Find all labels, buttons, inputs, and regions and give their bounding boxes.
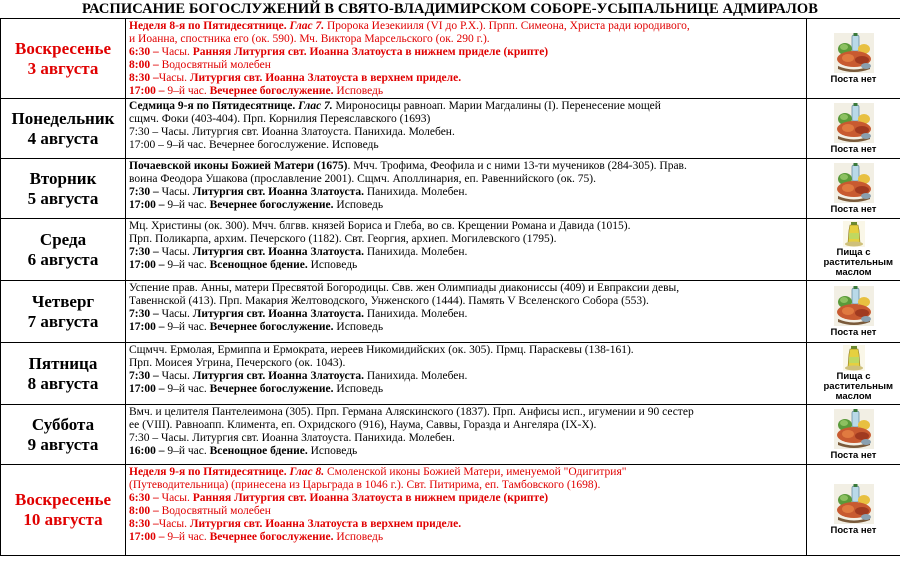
service-line	[129, 173, 803, 186]
service-text: Вечернее богослужение.	[209, 531, 337, 543]
service-text: Исповедь	[336, 531, 384, 543]
fast-label: Поста нет	[830, 326, 877, 338]
service-text: Неделя 8-я по Пятидесятнице.	[129, 20, 290, 32]
service-text: Панихида. Молебен.	[366, 370, 468, 382]
weekday-label: Суббота	[31, 414, 95, 434]
weekday-label: Воскресенье	[14, 38, 111, 58]
weekday-label: Четверг	[31, 291, 95, 311]
service-text: 8:00 –	[129, 59, 162, 71]
fast-cell	[807, 343, 900, 405]
day-cell	[1, 219, 126, 281]
food-icon	[834, 484, 874, 524]
services-cell	[126, 99, 807, 159]
service-line	[129, 72, 803, 85]
service-text: Часы.	[161, 46, 193, 58]
service-text: 9–й час.	[167, 531, 210, 543]
service-text: Исповедь	[336, 199, 384, 211]
service-text: Вечернее богослужение.	[209, 383, 337, 395]
service-text: 7:30 –	[129, 370, 162, 382]
service-text: Сщмчч. Ермолая, Ермиппа и Ермократа, иереев Никомидийских (ок. 305). Прмц. Параскевы (138-161).	[129, 344, 634, 356]
services-cell	[126, 19, 807, 99]
service-text: 7:30 – Часы. Литургия свт. Иоанна Златоуста. Панихида. Молебен.	[129, 126, 455, 138]
service-text: воина Феодора Ушакова (прославление 2001). Сщмч. Аполлинария, еп. Равеннийского (ок. 75).	[129, 173, 596, 185]
service-text: Панихида. Молебен.	[366, 308, 468, 320]
service-text: 8:30 –	[129, 518, 159, 530]
service-text: Пророка Иезекииля (VI до Р.Х.). Прпп. Симеона, Христа ради юродивого,	[324, 20, 690, 32]
fast-cell	[807, 281, 900, 343]
day-cell	[1, 281, 126, 343]
food-icon	[834, 163, 874, 203]
service-line	[129, 33, 803, 46]
oil-icon	[843, 345, 865, 371]
service-line	[129, 126, 803, 139]
service-line	[129, 282, 803, 295]
fast-label: Поста нет	[830, 203, 877, 215]
service-line	[129, 160, 803, 173]
day-cell	[1, 465, 126, 556]
day-row	[1, 405, 900, 465]
service-text: Исповедь	[336, 85, 384, 97]
service-text: Часы.	[161, 186, 193, 198]
service-line	[129, 20, 803, 33]
service-line	[129, 139, 803, 152]
food-icon	[834, 409, 874, 449]
fast-label: Пища с растительным маслом	[823, 247, 894, 278]
day-row	[1, 159, 900, 219]
service-text: Литургия свт. Иоанна Златоуста в верхнем приделе.	[189, 72, 462, 84]
service-text: Водосвятный молебен	[161, 59, 271, 71]
date-label: 9 августа	[27, 434, 99, 454]
service-text: Ранняя Литургия свт. Иоанна Златоуста в нижнем приделе (крипте)	[192, 492, 549, 504]
service-text: 9–й час.	[167, 445, 210, 457]
fast-cell	[807, 219, 900, 281]
date-label: 5 августа	[27, 188, 99, 208]
service-line	[129, 186, 803, 199]
service-text: Смоленской иконы Божией Матери, именуемой "Одигитрия"	[324, 466, 627, 478]
fast-label: Поста нет	[830, 449, 877, 461]
service-text: Литургия свт. Иоанна Златоуста в верхнем приделе.	[189, 518, 462, 530]
services-cell	[126, 405, 807, 465]
weekday-label: Вторник	[29, 168, 97, 188]
service-text: Глас 8.	[289, 466, 325, 478]
service-line	[129, 492, 803, 505]
service-line	[129, 59, 803, 72]
service-text: 17:00 –	[129, 85, 168, 97]
day-row	[1, 99, 900, 159]
service-text: 6:30 –	[129, 492, 162, 504]
service-text: 9–й час.	[167, 85, 210, 97]
service-text: и Иоанна, спостника его (ок. 590). Мч. Виктора Марсельского (ок. 290 г.).	[129, 33, 490, 45]
day-cell	[1, 19, 126, 99]
service-line	[129, 466, 803, 479]
service-text: Ранняя Литургия свт. Иоанна Златоуста в нижнем приделе (крипте)	[192, 46, 549, 58]
fast-cell	[807, 159, 900, 219]
services-cell	[126, 465, 807, 556]
service-text: 9–й час.	[167, 259, 210, 271]
service-text: ее (VIII). Равноапп. Климента, еп. Охридского (916), Наума, Саввы, Горазда и Ангеляра (IX-X).	[129, 419, 597, 431]
date-label: 8 августа	[27, 373, 99, 393]
service-text: сщмч. Фоки (403-404). Прп. Корнилия Переяславского (1693)	[129, 113, 431, 125]
date-label: 6 августа	[27, 249, 99, 269]
services-cell	[126, 159, 807, 219]
service-text: Успение прав. Анны, матери Пресвятой Богородицы. Свв. жен Олимпиады диакониссы (409) и Евпраксии девы,	[129, 282, 680, 294]
fast-cell	[807, 99, 900, 159]
service-text: Часы.	[158, 518, 190, 530]
service-text: Тавеннской (413). Прп. Макария Желтоводского, Унженского (1444). Память V Вселенского Собора (553).	[129, 295, 649, 307]
service-text: Вечернее богослужение.	[209, 199, 337, 211]
service-text: 8:00 –	[129, 505, 162, 517]
service-text: Прп. Моисея Угрина, Печерского (ок. 1043).	[129, 357, 346, 369]
service-text: Литургия свт. Иоанна Златоуста.	[192, 186, 367, 198]
day-cell	[1, 343, 126, 405]
service-text: Часы.	[161, 246, 193, 258]
service-text: Часы.	[161, 492, 193, 504]
service-line	[129, 308, 803, 321]
service-text: Панихида. Молебен.	[366, 186, 468, 198]
service-text: Часы.	[161, 308, 193, 320]
service-text: Мироносицы равноап. Марии Магдалины (I). Перенесение мощей	[332, 100, 661, 112]
food-icon	[834, 286, 874, 326]
service-text: 9–й час.	[167, 321, 210, 333]
service-line	[129, 432, 803, 445]
weekday-label: Среда	[39, 229, 87, 249]
service-text: . Мчч. Трофима, Феофила и с ними 13-ти мучеников (284-305). Прав.	[347, 160, 687, 172]
weekday-label: Понедельник	[11, 108, 115, 128]
service-text: 16:00 –	[129, 445, 168, 457]
service-text: Литургия свт. Иоанна Златоуста.	[192, 370, 367, 382]
service-line	[129, 370, 803, 383]
service-line	[129, 295, 803, 308]
service-text: 7:30 –	[129, 308, 162, 320]
service-text: Литургия свт. Иоанна Златоуста.	[192, 308, 367, 320]
service-text: Неделя 9-я по Пятидесятнице.	[129, 466, 290, 478]
day-row	[1, 281, 900, 343]
service-text: Глас 7.	[289, 20, 325, 32]
date-label: 4 августа	[27, 128, 99, 148]
service-line	[129, 199, 803, 212]
service-line	[129, 505, 803, 518]
service-text: 7:30 –	[129, 246, 162, 258]
service-text: 9–й час.	[167, 199, 210, 211]
day-row	[1, 219, 900, 281]
day-row	[1, 465, 900, 556]
service-text: Часы.	[161, 370, 193, 382]
weekday-label: Воскресенье	[14, 490, 111, 509]
service-text: Вечернее богослужение.	[209, 85, 337, 97]
service-text: 17:00 –	[129, 531, 168, 543]
fast-label: Пища с растительным маслом	[823, 371, 894, 402]
date-label: 7 августа	[27, 311, 99, 331]
service-line	[129, 531, 803, 544]
service-line	[129, 383, 803, 396]
fast-label: Поста нет	[830, 73, 877, 85]
service-line	[129, 479, 803, 492]
service-text: 7:30 – Часы. Литургия свт. Иоанна Златоуста. Панихида. Молебен.	[129, 432, 455, 444]
service-line	[129, 113, 803, 126]
fast-cell	[807, 19, 900, 99]
service-text: Вечернее богослужение.	[209, 321, 337, 333]
service-line	[129, 344, 803, 357]
service-line	[129, 445, 803, 458]
page-title: РАСПИСАНИЕ БОГОСЛУЖЕНИЙ В СВЯТО-ВЛАДИМИРСКОМ СОБОРЕ-УСЫПАЛЬНИЦЕ АДМИРАЛОВ	[81, 1, 819, 17]
service-text: 17:00 –	[129, 383, 168, 395]
service-line	[129, 46, 803, 59]
service-line	[129, 518, 803, 531]
service-text: Водосвятный молебен	[161, 505, 271, 517]
service-line	[129, 259, 803, 272]
service-line	[129, 419, 803, 432]
day-cell	[1, 159, 126, 219]
service-text: Исповедь	[336, 321, 384, 333]
service-text: Прп. Поликарпа, архим. Печерского (1182). Свт. Георгия, архиеп. Могилевского (1795).	[129, 233, 557, 245]
service-text: 17:00 –	[129, 321, 168, 333]
fast-label: Поста нет	[830, 525, 877, 536]
services-cell	[126, 281, 807, 343]
service-text: Исповедь	[310, 259, 358, 271]
food-icon	[834, 103, 874, 143]
service-line	[129, 233, 803, 246]
fast-cell	[807, 405, 900, 465]
day-cell	[1, 405, 126, 465]
service-text: Почаевской иконы Божией Матери (1675)	[129, 160, 348, 172]
day-row	[1, 343, 900, 405]
service-text: 17:00 – 9–й час. Вечернее богослужение. Исповедь	[129, 139, 379, 151]
service-text: 17:00 –	[129, 199, 168, 211]
service-line	[129, 85, 803, 98]
service-text: Часы.	[158, 72, 190, 84]
service-text: Панихида. Молебен.	[366, 246, 468, 258]
service-line	[129, 357, 803, 370]
service-text: Мц. Христины (ок. 300). Мчч. блгвв. князей Бориса и Глеба, во св. Крещении Романа и Давида (1015).	[129, 220, 631, 232]
food-icon	[834, 33, 874, 73]
service-line	[129, 100, 803, 113]
service-text: 17:00 –	[129, 259, 168, 271]
service-text: Вмч. и целителя Пантелеимона (305). Прп. Германа Аляскинского (1837). Прп. Анфисы исп., игумении и 90 сестер	[129, 406, 694, 418]
day-row	[1, 19, 900, 99]
service-text: 8:30 –	[129, 72, 159, 84]
schedule-table	[0, 18, 900, 556]
service-line	[129, 220, 803, 233]
fast-cell	[807, 465, 900, 556]
service-text: 6:30 –	[129, 46, 162, 58]
service-line	[129, 321, 803, 334]
service-text: Исповедь	[310, 445, 358, 457]
service-line	[129, 246, 803, 259]
service-text: (Путеводительница) (принесена из Царьграда в 1046 г.). Свт. Питирима, еп. Тамбовского (1698).	[129, 479, 601, 491]
weekday-label: Пятница	[28, 353, 98, 373]
day-cell	[1, 99, 126, 159]
oil-icon	[843, 221, 865, 247]
service-text: Литургия свт. Иоанна Златоуста.	[192, 246, 367, 258]
date-label: 3 августа	[27, 58, 99, 78]
service-text: Всенощное бдение.	[209, 445, 311, 457]
service-line	[129, 406, 803, 419]
service-text: Седмица 9-я по Пятидесятнице.	[129, 100, 299, 112]
service-text: Глас 7.	[298, 100, 333, 112]
service-text: 7:30 –	[129, 186, 162, 198]
services-cell	[126, 219, 807, 281]
fast-label: Поста нет	[830, 143, 877, 155]
service-text: 9–й час.	[167, 383, 210, 395]
date-label: 10 августа	[23, 510, 103, 529]
services-cell	[126, 343, 807, 405]
service-text: Всенощное бдение.	[209, 259, 311, 271]
service-text: Исповедь	[336, 383, 384, 395]
